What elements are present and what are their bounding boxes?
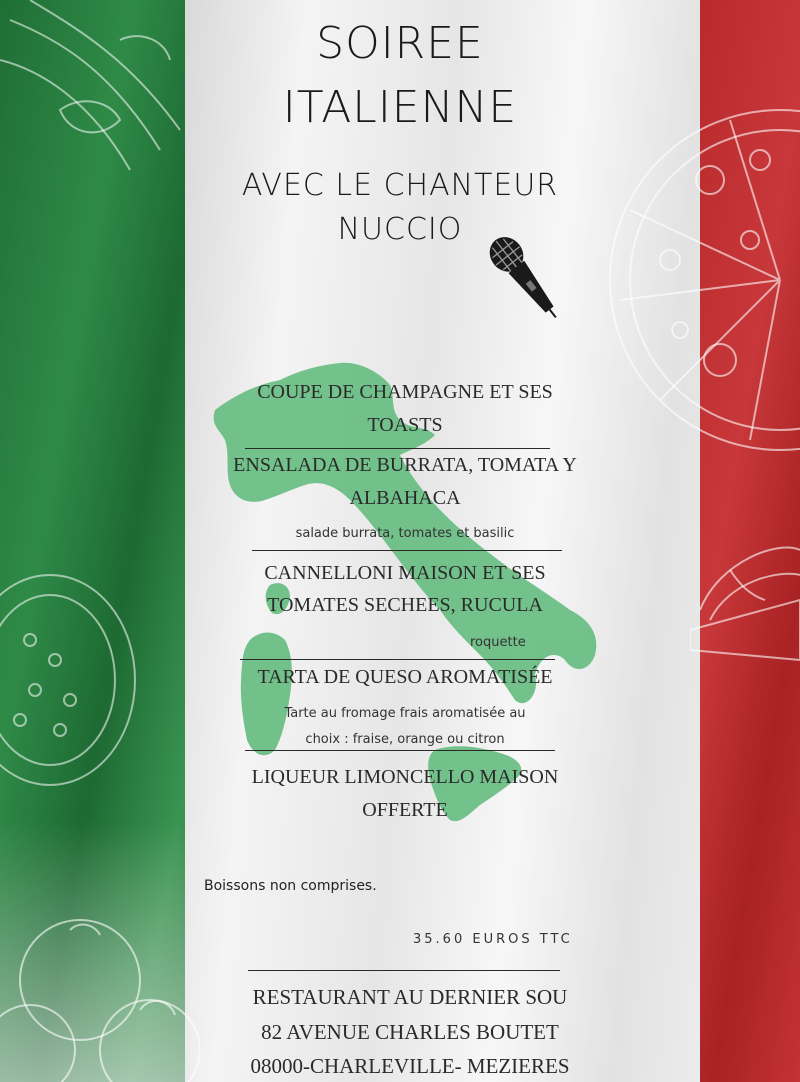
menu-item-3-line-2: TOMATES SECHEES, RUCULA — [267, 594, 543, 616]
salad-doodle — [0, 560, 140, 800]
menu-item-4-note-line-1: Tarte au fromage frais aromatisée au — [284, 706, 526, 721]
menu-item-1-line-2: TOASTS — [367, 414, 443, 436]
subtitle-line-1: AVEC LE CHANTEUR — [241, 168, 559, 203]
footer-divider — [248, 970, 560, 971]
menu-divider — [245, 750, 555, 751]
pizza-doodle — [600, 100, 800, 460]
menu-item-2-line-2: ALBAHACA — [349, 487, 461, 509]
menu-item-5-line-2: OFFERTE — [362, 799, 448, 821]
subtitle-line-2: NUCCIO — [337, 212, 463, 247]
menu-item-4-note-line-2: choix : fraise, orange ou citron — [305, 732, 505, 747]
drinks-note: Boissons non comprises. — [204, 878, 377, 894]
menu-item-3-line-1: CANNELLONI MAISON ET SES — [264, 562, 546, 584]
menu-item-2-line-1: ENSALADA DE BURRATA, TOMATA Y — [233, 454, 577, 476]
menu-divider — [240, 659, 555, 660]
address-city: 08000-CHARLEVILLE- MEZIERES — [250, 1054, 570, 1078]
price: 35.60 EUROS TTC — [413, 932, 573, 947]
bread-doodle — [690, 540, 800, 670]
tomato-doodle — [0, 900, 200, 1082]
menu-divider — [245, 448, 550, 449]
title-line-1: SOIREE — [316, 18, 484, 69]
address-street: 82 AVENUE CHARLES BOUTET — [261, 1020, 559, 1044]
menu-item-5-line-1: LIQUEUR LIMONCELLO MAISON — [251, 766, 559, 788]
menu-item-4-line-1: TARTA DE QUESO AROMATISÉE — [257, 666, 553, 688]
menu-item-3-note: roquette — [470, 635, 526, 650]
microphone-icon — [480, 228, 570, 328]
menu-item-1-line-1: COUPE DE CHAMPAGNE ET SES — [257, 381, 553, 403]
menu-divider — [252, 550, 562, 551]
asparagus-doodle — [0, 0, 200, 200]
title-line-2: ITALIENNE — [282, 82, 518, 133]
restaurant-name: RESTAURANT AU DERNIER SOU — [252, 985, 568, 1009]
menu-item-2-note: salade burrata, tomates et basilic — [295, 526, 515, 541]
